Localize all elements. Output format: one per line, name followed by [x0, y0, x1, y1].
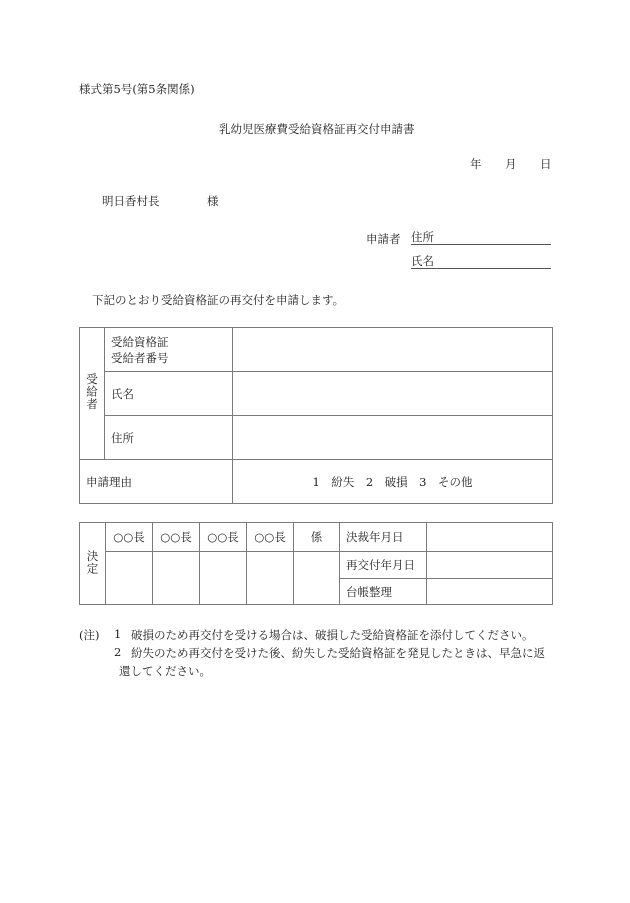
notes-prefix: (注)	[79, 628, 100, 642]
recipient-table	[79, 327, 553, 504]
recipient-number-label-cell	[105, 328, 233, 372]
decision-group-label-cell	[80, 523, 106, 605]
approver-stamp-cell[interactable]	[106, 552, 153, 605]
addressee-honorific: 様	[207, 194, 219, 208]
ledger-label: 台帳整理	[340, 579, 427, 605]
applicant-name-label: 氏名	[411, 254, 434, 268]
approver-stamp-cell[interactable]	[153, 552, 200, 605]
page-title: 乳幼児医療費受給資格証再交付申請書	[219, 122, 415, 136]
recipient-group-label-cell	[80, 328, 105, 460]
date-month: 月	[505, 157, 517, 171]
approver-header: 係	[294, 523, 340, 552]
recipient-name-label: 氏名	[105, 372, 233, 416]
applicant-label: 申請者	[366, 232, 401, 246]
recipient-number-label-line1: 受給資格証	[111, 334, 169, 349]
applicant-address-field[interactable]	[411, 229, 551, 245]
date-year: 年	[470, 157, 482, 171]
decision-date-value[interactable]	[427, 523, 553, 552]
note-2-number: 2	[114, 645, 122, 659]
decision-date-label: 決裁年月日	[340, 523, 427, 552]
form-number: 様式第5号(第5条関係)	[79, 82, 195, 96]
reissue-date-label: 再交付年月日	[340, 552, 427, 579]
recipient-address-label: 住所	[105, 416, 233, 460]
approver-header: ○○長	[247, 523, 294, 552]
date-day: 日	[540, 157, 552, 171]
approver-header: ○○長	[153, 523, 200, 552]
intro-text: 下記のとおり受給資格証の再交付を申請します。	[92, 293, 345, 307]
approver-header: ○○長	[200, 523, 247, 552]
approver-header: ○○長	[106, 523, 153, 552]
decision-table	[79, 522, 553, 605]
note-2-text-line1: 紛失のため再交付を受けた後、紛失した受給資格証を発見したときは、早急に返	[131, 646, 545, 660]
note-2-text-line2: 還してください。	[119, 664, 211, 678]
approver-stamp-cell[interactable]	[200, 552, 247, 605]
recipient-number-value[interactable]	[233, 328, 553, 372]
approver-stamp-cell[interactable]	[247, 552, 294, 605]
note-1-number: 1	[114, 627, 122, 641]
applicant-name-field[interactable]	[411, 253, 551, 269]
recipient-group-label: 受給者	[85, 373, 99, 411]
ledger-value[interactable]	[427, 579, 553, 605]
approver-stamp-cell[interactable]	[294, 552, 340, 605]
decision-group-label: 決定	[85, 549, 100, 575]
recipient-name-value[interactable]	[233, 372, 553, 416]
reason-label: 申請理由	[80, 460, 233, 504]
reason-options[interactable]: 1 紛失 2 破損 3 その他	[233, 460, 553, 504]
note-1-text: 破損のため再交付を受ける場合は、破損した受給資格証を添付してください。	[131, 628, 534, 642]
recipient-address-value[interactable]	[233, 416, 553, 460]
reissue-date-value[interactable]	[427, 552, 553, 579]
recipient-number-label-line2: 受給者番号	[111, 350, 169, 365]
applicant-address-label: 住所	[411, 230, 434, 244]
addressee-name: 明日香村長	[102, 194, 160, 208]
